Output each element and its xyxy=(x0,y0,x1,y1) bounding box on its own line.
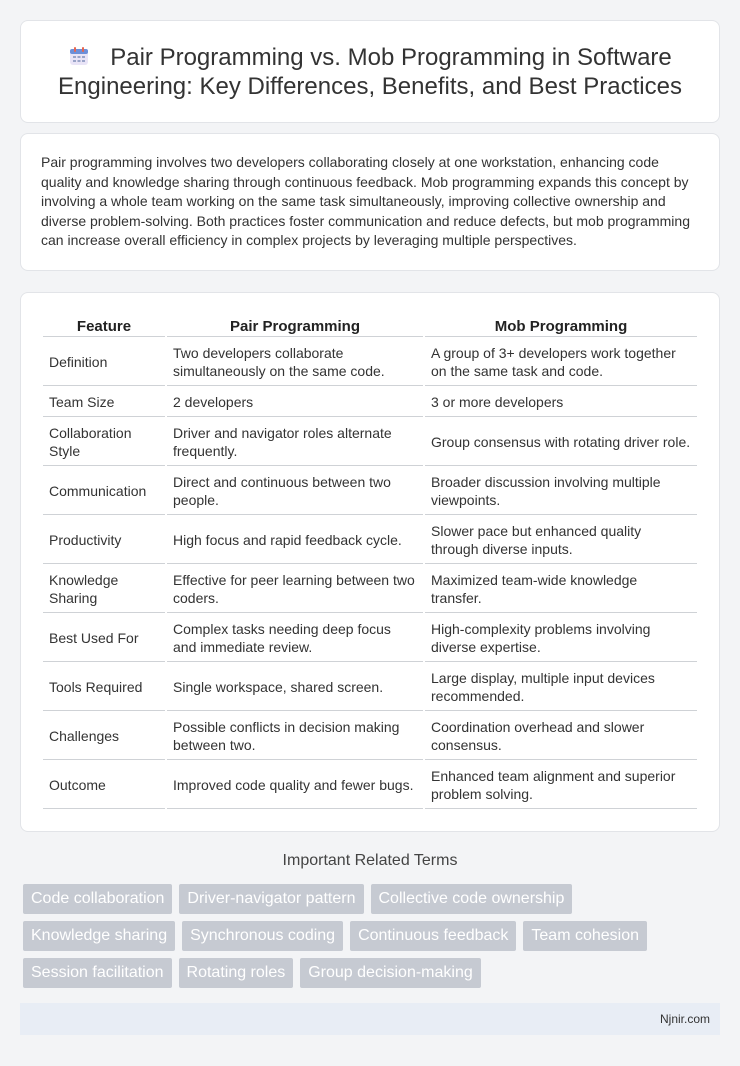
table-row xyxy=(43,566,697,613)
page-title-text: Pair Programming vs. Mob Programming in Software Engineering: Key Differences, Benefits, and Best Practices xyxy=(58,43,682,100)
feature-cell: Definition xyxy=(43,339,165,386)
pair-cell: Possible conflicts in decision making between two. xyxy=(167,713,423,760)
table-row xyxy=(43,468,697,515)
feature-cell: Best Used For xyxy=(43,615,165,662)
pair-cell: 2 developers xyxy=(167,388,423,417)
pair-cell: Single workspace, shared screen. xyxy=(167,664,423,711)
header-pair-programming: Pair Programming xyxy=(167,315,423,337)
mob-cell: Enhanced team alignment and superior problem solving. xyxy=(425,762,697,809)
comparison-table-card xyxy=(20,292,720,832)
intro-card xyxy=(20,133,720,271)
tag-link[interactable]: Rotating roles xyxy=(179,958,294,988)
tag-link[interactable]: Collective code ownership xyxy=(371,884,573,914)
tag-link[interactable]: Group decision-making xyxy=(300,958,481,988)
related-terms-tags xyxy=(23,884,723,995)
tag-row xyxy=(23,884,723,914)
mob-cell: Broader discussion involving multiple viewpoints. xyxy=(425,468,697,515)
feature-cell: Productivity xyxy=(43,517,165,564)
feature-cell: Outcome xyxy=(43,762,165,809)
feature-cell: Knowledge Sharing xyxy=(43,566,165,613)
table-row xyxy=(43,762,697,809)
table-row xyxy=(43,419,697,466)
table-row xyxy=(43,615,697,662)
tag-link[interactable]: Knowledge sharing xyxy=(23,921,175,951)
feature-cell: Collaboration Style xyxy=(43,419,165,466)
mob-cell: Maximized team-wide knowledge transfer. xyxy=(425,566,697,613)
mob-cell: High-complexity problems involving diverse expertise. xyxy=(425,615,697,662)
mob-cell: A group of 3+ developers work together on the same task and code. xyxy=(425,339,697,386)
pair-cell: Complex tasks needing deep focus and immediate review. xyxy=(167,615,423,662)
mob-cell: Slower pace but enhanced quality through diverse inputs. xyxy=(425,517,697,564)
table-header-row xyxy=(43,315,697,337)
feature-cell: Communication xyxy=(43,468,165,515)
pair-cell: High focus and rapid feedback cycle. xyxy=(167,517,423,564)
tag-link[interactable]: Driver-navigator pattern xyxy=(179,884,363,914)
title-card xyxy=(20,20,720,123)
related-terms-title: Important Related Terms xyxy=(282,852,458,869)
tag-link[interactable]: Continuous feedback xyxy=(350,921,516,951)
table-row xyxy=(43,517,697,564)
table-row xyxy=(43,664,697,711)
mob-cell: Group consensus with rotating driver role. xyxy=(425,419,697,466)
mob-cell: 3 or more developers xyxy=(425,388,697,417)
table-row xyxy=(43,339,697,386)
pair-cell: Effective for peer learning between two coders. xyxy=(167,566,423,613)
tag-row xyxy=(23,958,723,988)
tag-link[interactable]: Team cohesion xyxy=(523,921,647,951)
header-feature: Feature xyxy=(43,315,165,337)
tag-row xyxy=(23,921,723,951)
comparison-table xyxy=(41,313,699,811)
tag-link[interactable]: Code collaboration xyxy=(23,884,172,914)
pair-cell: Driver and navigator roles alternate frequently. xyxy=(167,419,423,466)
page-title xyxy=(40,43,700,101)
intro-paragraph: Pair programming involves two developers collaborating closely at one workstation, enhancing code quality and knowledge sharing through continuous feedback. Mob programming expands this concept by involving a whole team working on the same task simultaneously, improving collective ownership and diverse problem-solving. Both practices foster communication and reduce defects, but mob programming can increase overall efficiency in complex projects by leveraging multiple perspectives. xyxy=(41,154,690,249)
mob-cell: Coordination overhead and slower consensus. xyxy=(425,713,697,760)
table-row xyxy=(43,713,697,760)
footer xyxy=(20,1003,720,1035)
feature-cell: Challenges xyxy=(43,713,165,760)
feature-cell: Team Size xyxy=(43,388,165,417)
calendar-icon xyxy=(68,45,90,67)
mob-cell: Large display, multiple input devices recommended. xyxy=(425,664,697,711)
tag-link[interactable]: Session facilitation xyxy=(23,958,172,988)
table-row xyxy=(43,388,697,417)
feature-cell: Tools Required xyxy=(43,664,165,711)
pair-cell: Direct and continuous between two people. xyxy=(167,468,423,515)
header-mob-programming: Mob Programming xyxy=(425,315,697,337)
footer-site-link[interactable]: Njnir.com xyxy=(659,1012,710,1026)
tag-link[interactable]: Synchronous coding xyxy=(182,921,343,951)
pair-cell: Two developers collaborate simultaneously on the same code. xyxy=(167,339,423,386)
pair-cell: Improved code quality and fewer bugs. xyxy=(167,762,423,809)
